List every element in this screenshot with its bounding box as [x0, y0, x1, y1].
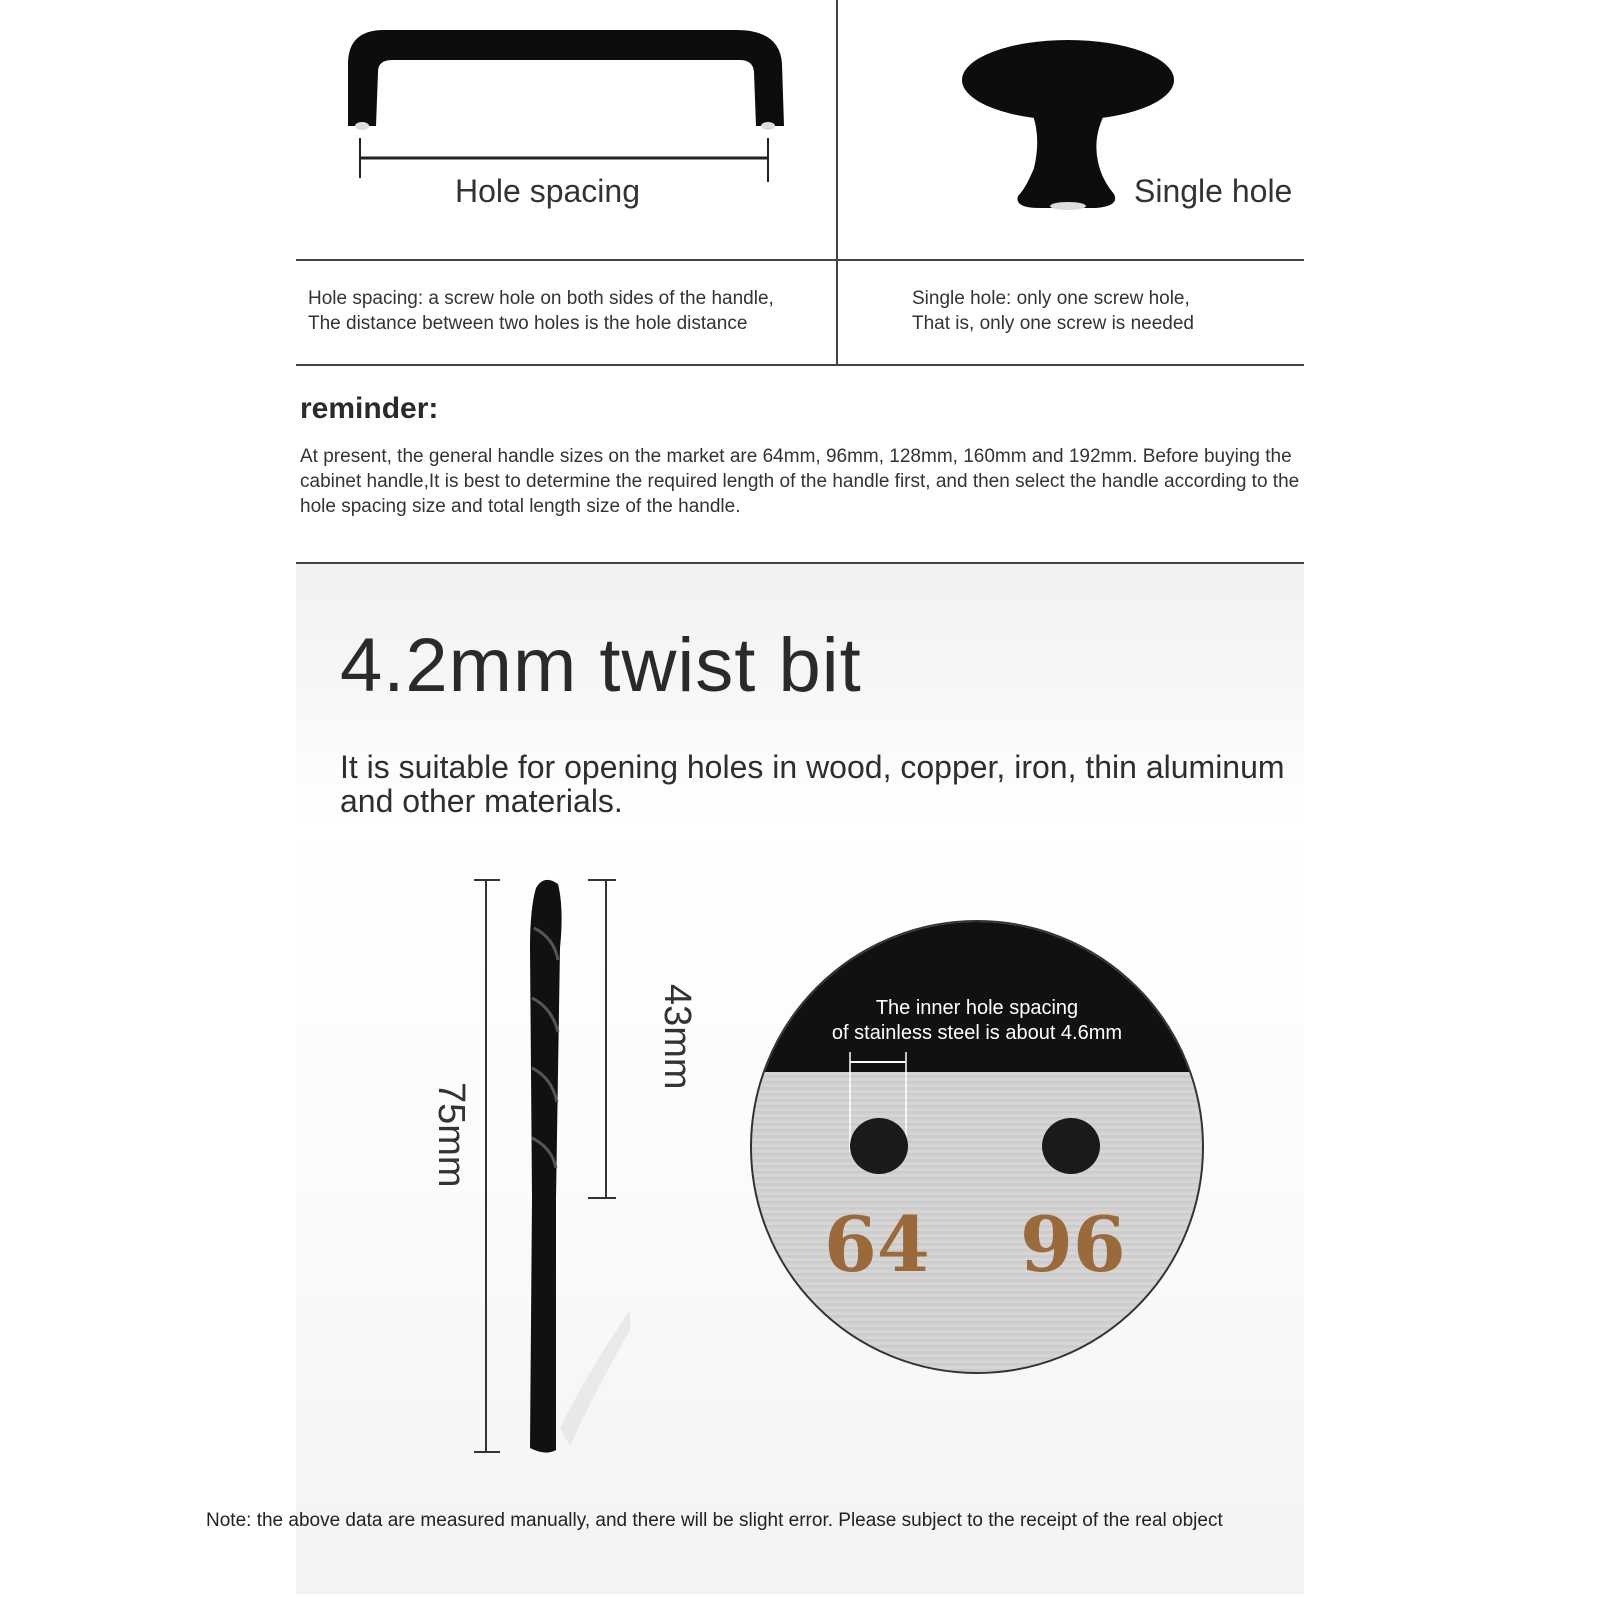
detail-caption-line2: of stainless steel is about 4.6mm [831, 1022, 1123, 1044]
bit-title: 4.2mm twist bit [340, 623, 862, 708]
hole-spacing-description [308, 286, 774, 336]
total-length-label: 75mm [430, 1082, 472, 1188]
number-64: 64 [824, 1200, 930, 1289]
single-hole-desc-line2: That is, only one screw is needed [912, 313, 1194, 334]
screw-hole-left [850, 1118, 908, 1174]
reminder-title: reminder: [300, 392, 439, 425]
table-divider-top [296, 259, 1304, 261]
flute-length-label: 43mm [656, 984, 698, 1090]
number-96: 96 [1020, 1200, 1126, 1289]
bit-subtitle: It is suitable for opening holes in wood, copper, iron, thin aluminum and other materials. [340, 749, 1285, 819]
drill-bit-icon [460, 868, 630, 1468]
table-divider-vertical [836, 0, 838, 366]
reminder-text: At present, the general handle sizes on the market are 64mm, 96mm, 128mm, 160mm and 192mm. Before buying the cabinet handle,It is best to determine the required length of the handle first, and then select the handle according to the hole spacing size and total length size of the handle. [300, 446, 1300, 517]
screw-hole-right [1042, 1118, 1100, 1174]
hole-spacing-desc-line2: The distance between two holes is the hole distance [308, 313, 748, 334]
detail-caption [752, 996, 1202, 1046]
hole-spacing-desc-line1: Hole spacing: a screw hole on both sides of the handle, [308, 288, 774, 309]
hole-spacing-label: Hole spacing [455, 173, 640, 209]
table-divider-bottom [296, 364, 1304, 366]
single-hole-description [912, 286, 1194, 336]
detail-caption-line1: The inner hole spacing [875, 997, 1079, 1019]
bar-handle-icon [340, 20, 800, 190]
single-hole-label: Single hole [1134, 173, 1293, 209]
single-hole-desc-line1: Single hole: only one screw hole, [912, 288, 1190, 309]
hole-detail-circle [750, 920, 1204, 1374]
measurement-note: Note: the above data are measured manually, and there will be slight error. Please subject to the receipt of the real object [206, 1510, 1223, 1531]
